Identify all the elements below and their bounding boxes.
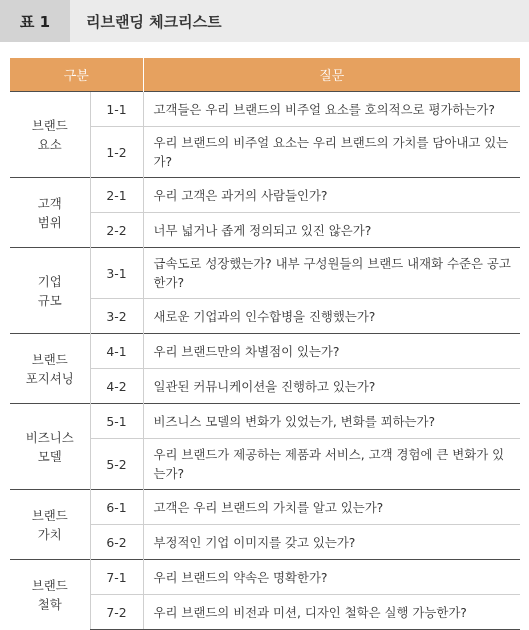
question-text: 너무 넓거나 좁게 정의되고 있진 않은가? bbox=[143, 213, 520, 248]
category-cell bbox=[10, 404, 90, 490]
category-cell bbox=[10, 248, 90, 334]
table-row bbox=[10, 560, 520, 595]
item-number: 5-1 bbox=[90, 404, 143, 439]
question-text: 우리 브랜드의 비주얼 요소는 우리 브랜드의 가치를 담아내고 있는가? bbox=[143, 127, 520, 178]
question-text: 일관된 커뮤니케이션을 진행하고 있는가? bbox=[143, 369, 520, 404]
question-text: 비즈니스 모델의 변화가 있었는가, 변화를 꾀하는가? bbox=[143, 404, 520, 439]
question-text: 부정적인 기업 이미지를 갖고 있는가? bbox=[143, 525, 520, 560]
question-text: 우리 브랜드의 약속은 명확한가? bbox=[143, 560, 520, 595]
question-text: 우리 브랜드가 제공하는 제품과 서비스, 고객 경험에 큰 변화가 있는가? bbox=[143, 439, 520, 490]
question-text: 새로운 기업과의 인수합병을 진행했는가? bbox=[143, 299, 520, 334]
category-line: 규모 bbox=[37, 292, 62, 308]
item-number: 1-2 bbox=[90, 127, 143, 178]
table-row bbox=[10, 248, 520, 299]
item-number: 2-1 bbox=[90, 178, 143, 213]
question-text: 급속도로 성장했는가? 내부 구성원들의 브랜드 내재화 수준은 공고한가? bbox=[143, 248, 520, 299]
item-number: 6-1 bbox=[90, 490, 143, 525]
category-line: 브랜드 bbox=[31, 117, 68, 133]
question-text: 고객들은 우리 브랜드의 비주얼 요소를 호의적으로 평가하는가? bbox=[143, 92, 520, 127]
category-line: 가치 bbox=[37, 526, 62, 542]
table-row bbox=[10, 178, 520, 213]
category-line: 비즈니스 bbox=[25, 429, 74, 445]
question-text: 우리 브랜드만의 차별점이 있는가? bbox=[143, 334, 520, 369]
question-text: 고객은 우리 브랜드의 가치를 알고 있는가? bbox=[143, 490, 520, 525]
item-number: 4-2 bbox=[90, 369, 143, 404]
category-line: 요소 bbox=[37, 136, 62, 152]
item-number: 3-2 bbox=[90, 299, 143, 334]
category-cell bbox=[10, 178, 90, 248]
item-number: 7-1 bbox=[90, 560, 143, 595]
category-line: 기업 bbox=[37, 273, 62, 289]
column-header-category: 구분 bbox=[10, 58, 143, 92]
table-number-label: 표 1 bbox=[0, 0, 70, 42]
table-row bbox=[10, 334, 520, 369]
table-title: 리브랜딩 체크리스트 bbox=[86, 12, 222, 31]
category-cell bbox=[10, 560, 90, 630]
question-text: 우리 브랜드의 비전과 미션, 디자인 철학은 실행 가능한가? bbox=[143, 595, 520, 630]
category-line: 범위 bbox=[37, 214, 62, 230]
category-line: 고객 bbox=[37, 195, 62, 211]
category-cell bbox=[10, 92, 90, 178]
table-caption bbox=[0, 0, 529, 42]
category-line: 모델 bbox=[37, 448, 62, 464]
question-text: 우리 고객은 과거의 사람들인가? bbox=[143, 178, 520, 213]
rebranding-checklist-table bbox=[10, 58, 520, 630]
item-number: 1-1 bbox=[90, 92, 143, 127]
category-line: 포지셔닝 bbox=[25, 370, 74, 386]
category-line: 브랜드 bbox=[31, 351, 68, 367]
item-number: 4-1 bbox=[90, 334, 143, 369]
table-row bbox=[10, 404, 520, 439]
category-cell bbox=[10, 334, 90, 404]
item-number: 6-2 bbox=[90, 525, 143, 560]
item-number: 7-2 bbox=[90, 595, 143, 630]
category-line: 브랜드 bbox=[31, 577, 68, 593]
item-number: 2-2 bbox=[90, 213, 143, 248]
table-row bbox=[10, 92, 520, 127]
category-line: 철학 bbox=[37, 596, 62, 612]
column-header-question: 질문 bbox=[143, 58, 520, 92]
item-number: 3-1 bbox=[90, 248, 143, 299]
category-line: 브랜드 bbox=[31, 507, 68, 523]
category-cell bbox=[10, 490, 90, 560]
item-number: 5-2 bbox=[90, 439, 143, 490]
table-row bbox=[10, 490, 520, 525]
